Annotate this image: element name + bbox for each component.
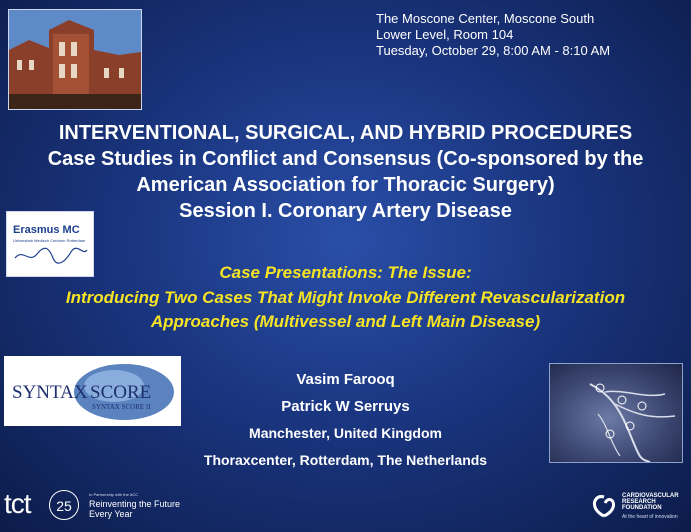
author-location-1: Manchester, United Kingdom — [249, 425, 442, 441]
erasmus-logo-sub: Universitair Medisch Centrum Rotterdam — [13, 238, 86, 243]
issue-line-1: Case Presentations: The Issue: — [219, 263, 472, 282]
crf-line-2: RESEARCH — [622, 499, 656, 505]
author-name-1: Vasim Farooq — [296, 371, 395, 388]
reinventing-text: Reinventing the Future — [89, 499, 181, 509]
syntax-logo-right: SCORE — [90, 382, 152, 403]
venue-line-1: The Moscone Center, Moscone South — [376, 11, 595, 26]
author-name-2: Patrick W Serruys — [281, 398, 410, 415]
crf-line-1: CARDIOVASCULAR — [622, 493, 679, 499]
issue-line-3: Approaches (Multivessel and Left Main Disease) — [150, 312, 541, 331]
erasmus-logo-name: Erasmus MC — [13, 224, 80, 236]
title-line-2: Case Studies in Conflict and Consensus (Co-sponsored by the — [47, 148, 644, 170]
author-location-2: Thoraxcenter, Rotterdam, The Netherlands — [203, 452, 488, 468]
every-year-text: Every Year — [89, 509, 133, 519]
venue-line-2: Lower Level, Room 104 — [376, 27, 514, 42]
crf-org-name — [622, 493, 679, 511]
title-line-1: INTERVENTIONAL, SURGICAL, AND HYBRID PROCEDURES — [58, 122, 633, 144]
building-photo — [8, 9, 142, 110]
tct-wordmark: tct — [4, 488, 31, 519]
title-line-3: American Association for Thoracic Surgery) — [136, 174, 555, 196]
coronary-angiogram-image — [549, 363, 683, 463]
case-presentation-heading — [0, 260, 691, 334]
issue-line-2: Introducing Two Cases That Might Invoke Different Revascularization — [65, 288, 626, 307]
venue-line-3: Tuesday, October 29, 8:00 AM - 8:10 AM — [376, 43, 611, 58]
syntax-logo-sub: SYNTAX SCORE II — [92, 403, 151, 411]
crf-line-3: FOUNDATION — [622, 505, 662, 511]
partner-text: In Partnership with the ACC — [89, 492, 139, 497]
session-titles — [0, 120, 691, 225]
syntax-logo-left: SYNTAX — [12, 382, 88, 403]
crf-tagline: At the heart of innovation — [622, 514, 678, 520]
crf-heart-icon — [591, 493, 617, 519]
anniversary-badge: 25 — [49, 490, 79, 520]
venue-info — [376, 11, 610, 59]
title-line-4: Session I. Coronary Artery Disease — [179, 200, 512, 222]
